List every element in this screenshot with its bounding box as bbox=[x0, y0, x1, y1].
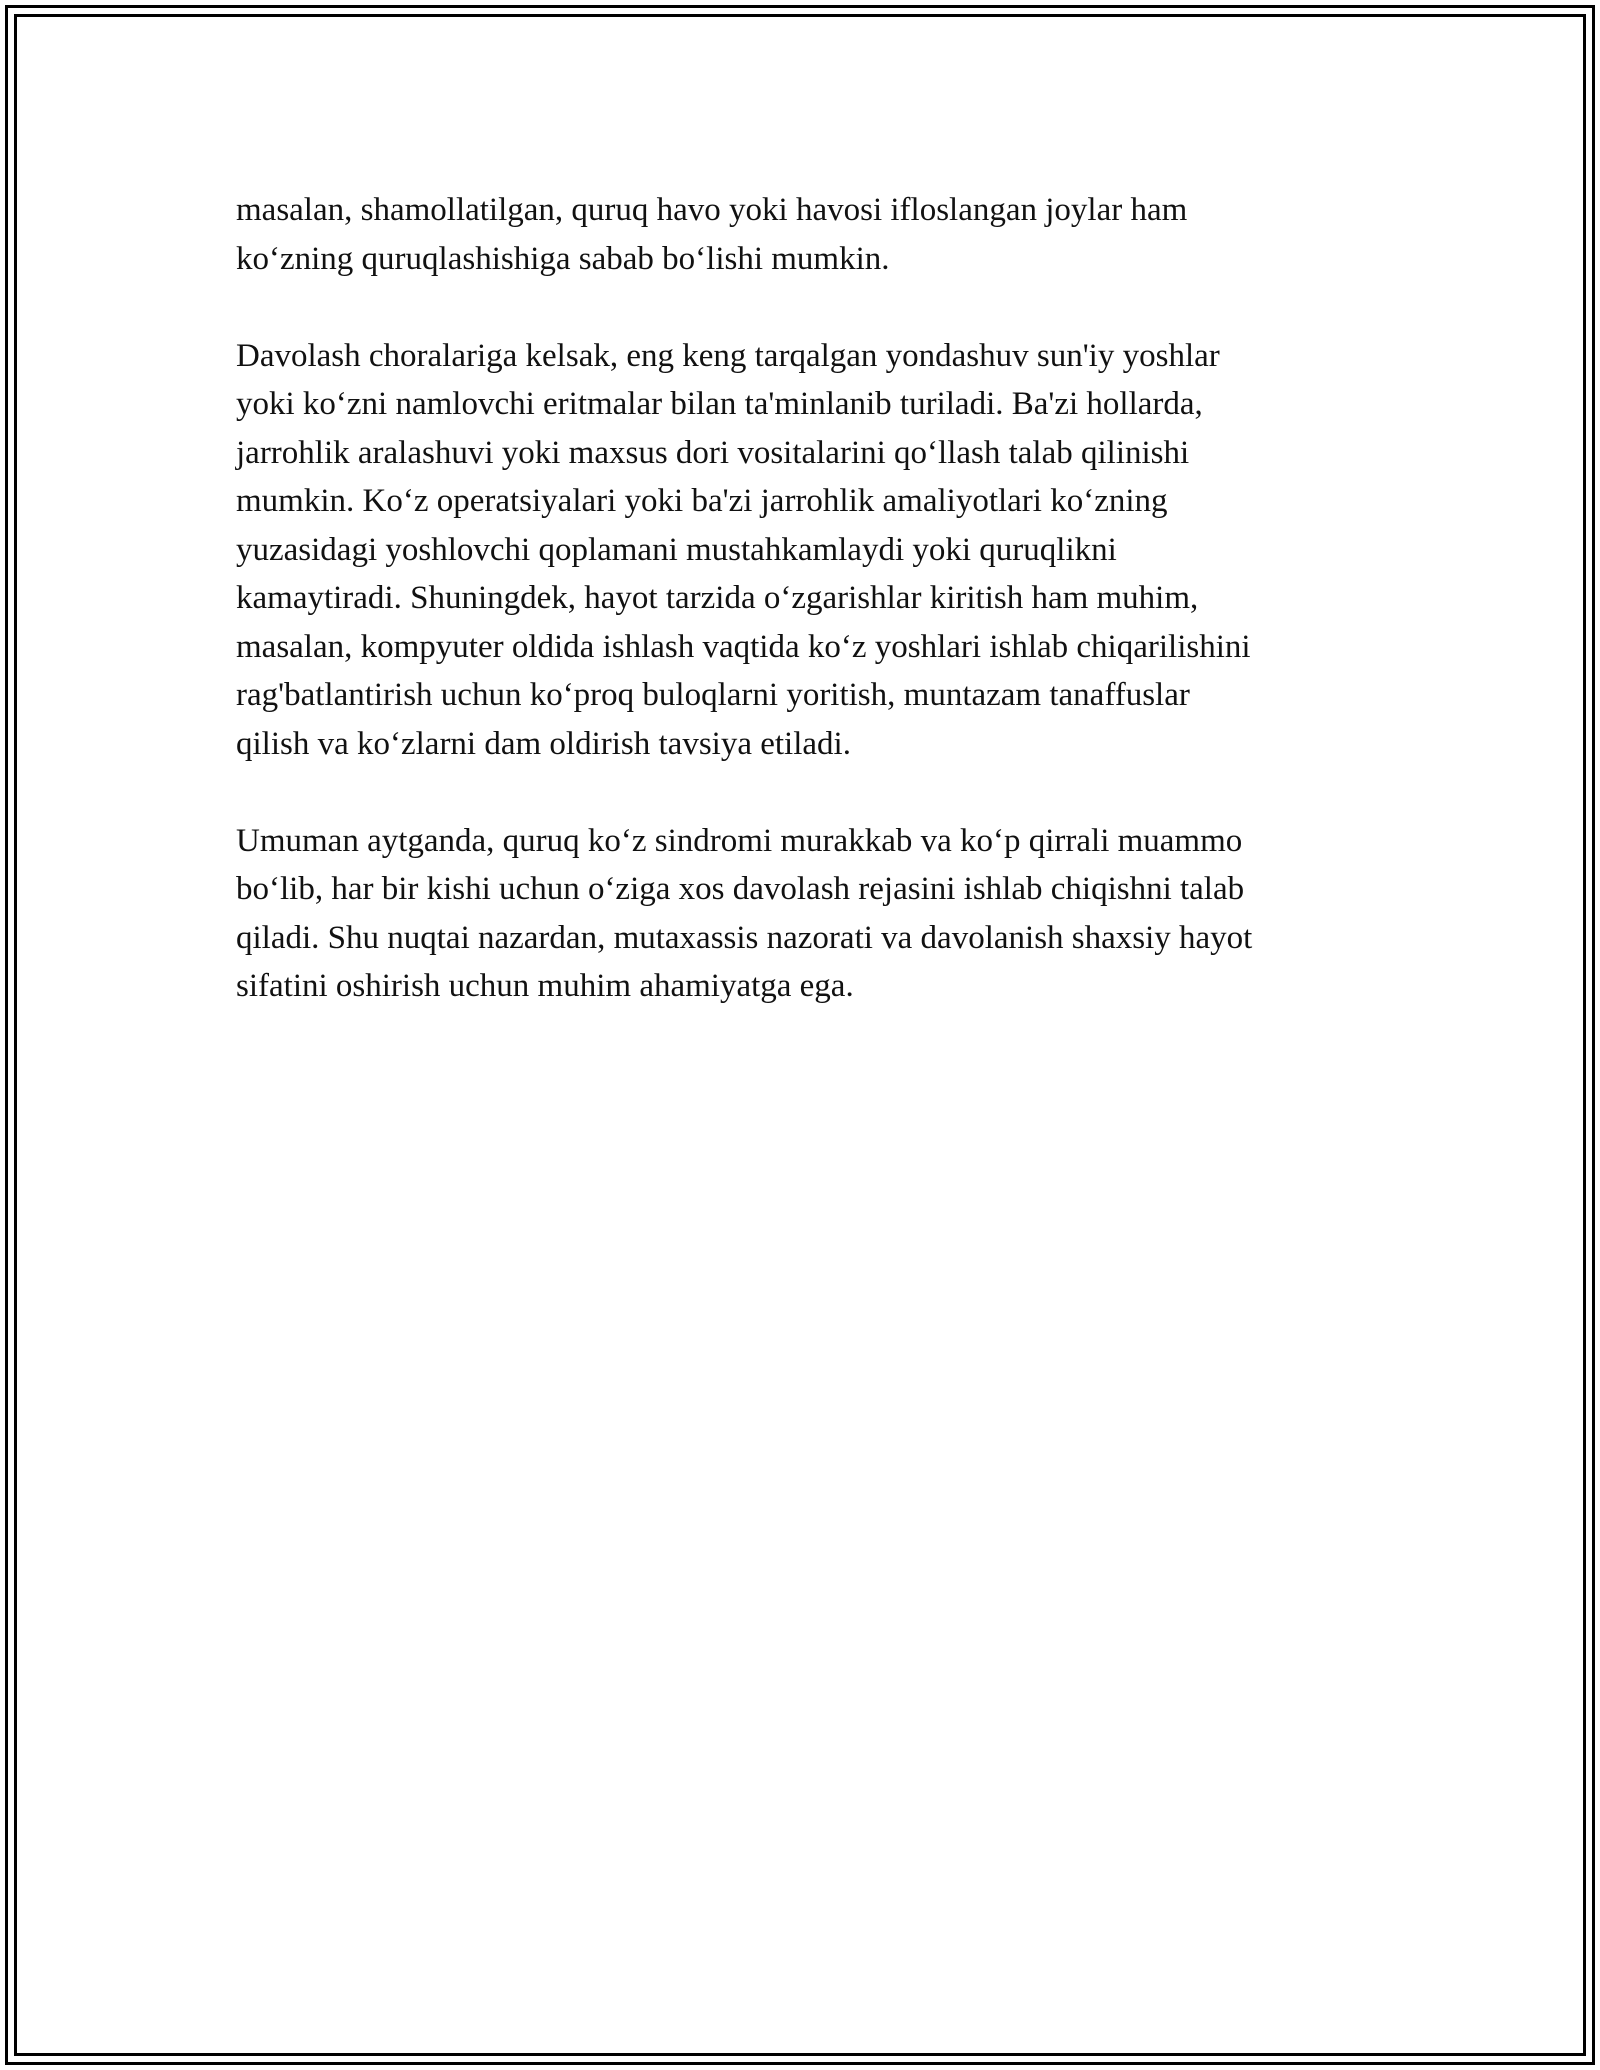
paragraph-2 bbox=[236, 332, 1376, 769]
text-line: rag'batlantirish uchun ko‘proq buloqlarni yoritish, muntazam tanaffuslar bbox=[236, 677, 1190, 713]
text-line: bo‘lib, har bir kishi uchun o‘ziga xos davolash rejasini ishlab chiqishni talab bbox=[236, 871, 1245, 907]
paragraph-3 bbox=[236, 817, 1376, 1011]
text-line: yoki ko‘zni namlovchi eritmalar bilan ta'minlanib turiladi. Ba'zi hollarda, bbox=[236, 386, 1203, 422]
text-line: qilish va ko‘zlarni dam oldirish tavsiya etiladi. bbox=[236, 725, 851, 762]
text-line: ko‘zning quruqlashishiga sabab bo‘lishi mumkin. bbox=[236, 240, 890, 277]
document-body bbox=[236, 186, 1376, 1059]
text-line: jarrohlik aralashuvi yoki maxsus dori vositalarini qo‘llash talab qilinishi bbox=[236, 434, 1190, 471]
text-line: Umuman aytganda, quruq ko‘z sindromi murakkab va ko‘p qirrali muammo bbox=[236, 822, 1243, 859]
text-line: kamaytiradi. Shuningdek, hayot tarzida o‘zgarishlar kiritish ham muhim, bbox=[236, 580, 1199, 616]
text-line: masalan, kompyuter oldida ishlash vaqtida ko‘z yoshlari ishlab chiqarilishini bbox=[236, 628, 1251, 665]
paragraph-1 bbox=[236, 186, 1376, 283]
text-line: yuzasidagi yoshlovchi qoplamani mustahkamlaydi yoki quruqlikni bbox=[236, 531, 1117, 568]
text-line: qiladi. Shu nuqtai nazardan, mutaxassis nazorati va davolanish shaxsiy hayot bbox=[236, 919, 1253, 956]
text-line: Davolash choralariga kelsak, eng keng tarqalgan yondashuv sun'iy yoshlar bbox=[236, 337, 1220, 374]
text-line: sifatini oshirish uchun muhim ahamiyatga ega. bbox=[236, 968, 854, 1004]
text-line: masalan, shamollatilgan, quruq havo yoki havosi ifloslangan joylar ham bbox=[236, 192, 1188, 228]
text-line: mumkin. Ko‘z operatsiyalari yoki ba'zi jarrohlik amaliyotlari ko‘zning bbox=[236, 483, 1168, 519]
